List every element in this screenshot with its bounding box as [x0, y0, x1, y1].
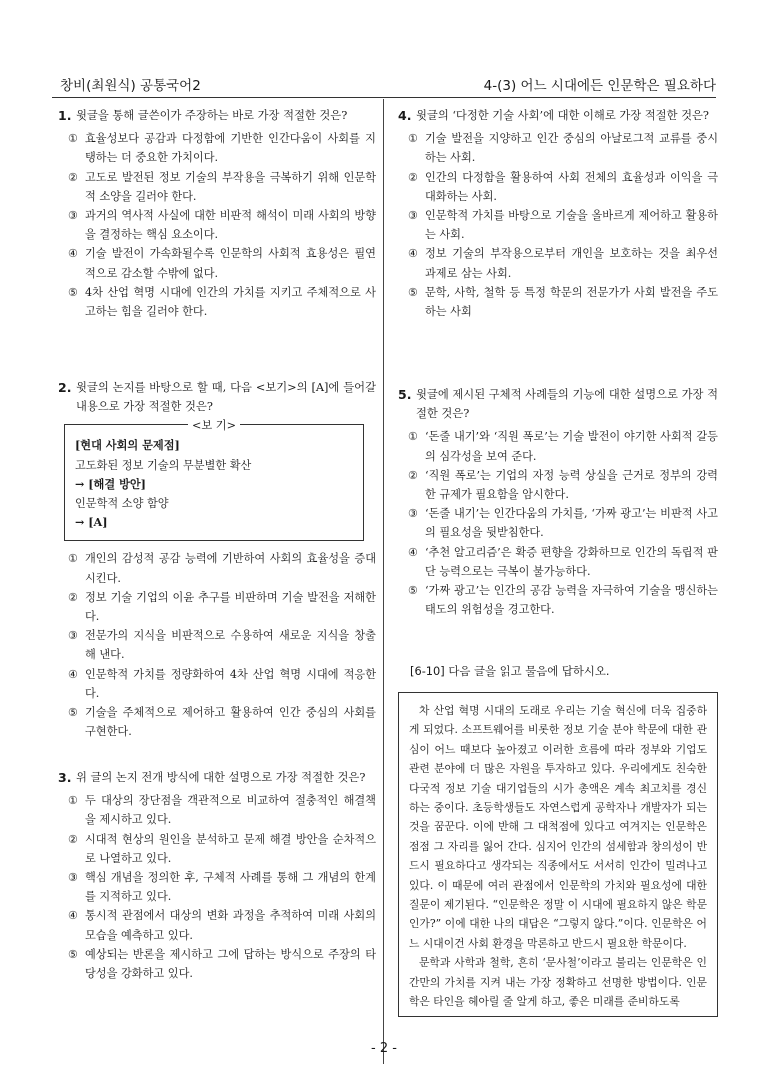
- page-number: - 2 -: [371, 1041, 397, 1056]
- passage-paragraph: 차 산업 혁명 시대의 도래로 우리는 기술 혁신에 더욱 집중하게 되었다. 소프트웨어를 비롯한 정보 기술 분야 학문에 대한 관심이 어느 때보다 높아졌고 이러한 흐름에 따라 정부와 기업도 관련 분야에 더 많은 자원을 투자하고 있다. 우리에게도 친숙한 다국적 정보 기술 대기업들의 시가 총액은 계속 최고치를 경신하는 중이다. 초등학생들도 자연스럽게 공학자나 개발자가 되는 것을 꿈꾼다. 이에 반해 그 대척점에 있다고 여겨지는 인문학은 점점 그 자리를 잃어 간다. 심지어 인간의 섬세함과 창의성이 반드시 필요하다고 생각되는 직종에서도 서서히 인간이 밀려나고 있다. 이 때문에 여러 관점에서 인문학의 가치와 필요성에 대한 질문이 제기된다. “인문학은 정말 이 시대에 필요하지 않은 학문인가?” 이에 대한 나의 대답은 “그렇지 않다.”이다. 인문학은 어느 시대이건 사회 환경을 막론하고 반드시 필요한 학문이다.: [409, 704, 707, 950]
- passage-instruction: [6-10] 다음 글을 읽고 물음에 답하시오.: [410, 664, 610, 678]
- box-line: 고도화된 정보 기술의 무분별한 확산: [75, 458, 252, 472]
- option-3[interactable]: ③ 핵심 개념을 정의한 후, 구체적 사례를 통해 그 개념의 한계를 지적하고 있다.: [68, 871, 376, 904]
- box-line: → [해결 방안]: [75, 476, 146, 491]
- option-3[interactable]: ③ 전문가의 지식을 비판적으로 수용하여 새로운 지식을 창출해 낸다.: [68, 629, 376, 662]
- question-text: 윗글의 ‘다정한 기술 사회’에 대한 이해로 가장 적절한 것은?: [416, 109, 709, 122]
- option-4[interactable]: ④ 통시적 관점에서 대상의 변화 과정을 추적하여 미래 사회의 모습을 예측하고 있다.: [68, 909, 376, 942]
- box-line: 인문학적 소양 함양: [75, 497, 169, 511]
- passage-paragraph: 문학과 사학과 철학, 흔히 ‘문사철’이라고 불리는 인문학은 인간만의 가치를 지켜 내는 가장 정확하고 선명한 방법이다. 인문학은 타인을 헤아릴 줄 알게 하고, 좋은 미래를 준비하도록: [409, 956, 707, 1009]
- option-1[interactable]: ① ‘돈줄 내기’와 ‘직원 폭로’는 기술 발전이 야기한 사회적 갈등의 심각성을 보여 준다.: [408, 430, 718, 463]
- option-1[interactable]: ① 개인의 감성적 공감 능력에 기반하여 사회의 효율성을 증대시킨다.: [68, 552, 376, 585]
- question-text: 윗글의 논지를 바탕으로 할 때, 다음 <보기>의 [A]에 들어갈 내용으로 가장 적절한 것은?: [76, 381, 376, 414]
- unit-title: 4-(3) 어느 시대에든 인문학은 필요하다: [483, 78, 716, 94]
- question-3: [58, 768, 376, 983]
- example-box: [64, 419, 364, 541]
- option-5[interactable]: ⑤ 문학, 사학, 철학 등 특정 학문의 전문가가 사회 발전을 주도하는 사회: [408, 285, 718, 319]
- option-3[interactable]: ③ 과거의 역사적 사실에 대한 비판적 해석이 미래 사회의 방향을 결정하는 핵심 요소이다.: [68, 209, 376, 242]
- question-1: [58, 106, 376, 321]
- option-2[interactable]: ② 고도로 발전된 정보 기술의 부작용을 극복하기 위해 인문학적 소양을 길러야 한다.: [68, 170, 376, 203]
- option-3[interactable]: ③ ‘돈줄 내기’는 인간다움의 가치를, ‘가짜 광고’는 비판적 사고의 필요성을 뒷받침한다.: [408, 507, 718, 540]
- reading-passage: [398, 692, 718, 1017]
- option-5[interactable]: ⑤ 예상되는 반론을 제시하고 그에 답하는 방식으로 주장의 타당성을 강화하고 있다.: [68, 947, 376, 981]
- option-5[interactable]: ⑤ 4차 산업 혁명 시대에 인간의 가치를 지키고 주체적으로 사고하는 힘을 길러야 한다.: [68, 285, 376, 319]
- question-number: 2.: [58, 380, 72, 395]
- option-4[interactable]: ④ 기술 발전이 가속화될수록 인문학의 사회적 효용성은 필연적으로 감소할 수밖에 없다.: [68, 247, 376, 280]
- column-divider: [383, 99, 384, 1064]
- question-text: 윗글에 제시된 구체적 사례들의 기능에 대한 설명으로 가장 적절한 것은?: [416, 388, 718, 421]
- question-5: [398, 385, 718, 619]
- box-line: → [A]: [75, 515, 108, 530]
- option-1[interactable]: ① 두 대상의 장단점을 객관적으로 비교하여 절충적인 해결책을 제시하고 있다.: [68, 794, 376, 827]
- question-number: 3.: [58, 770, 72, 785]
- option-3[interactable]: ③ 인문학적 가치를 바탕으로 기술을 올바르게 제어하고 활용하는 사회.: [408, 209, 718, 242]
- option-4[interactable]: ④ 인문학적 가치를 정량화하여 4차 산업 혁명 시대에 적응한다.: [68, 667, 376, 700]
- question-number: 5.: [398, 387, 412, 402]
- question-text: 위 글의 논지 전개 방식에 대한 설명으로 가장 적절한 것은?: [76, 771, 366, 784]
- option-5[interactable]: ⑤ ‘가짜 광고’는 인간의 공감 능력을 자극하여 기술을 맹신하는 태도의 위험성을 경고한다.: [408, 584, 718, 617]
- question-number: 4.: [398, 108, 412, 123]
- option-1[interactable]: ① 기술 발전을 지양하고 인간 중심의 아날로그적 교류를 중시하는 사회.: [408, 132, 718, 165]
- textbook-title: 창비(최원식) 공통국어2: [60, 78, 201, 94]
- header-rule: [52, 97, 716, 98]
- option-2[interactable]: ② 정보 기술 기업의 이윤 추구를 비판하며 기술 발전을 저해한다.: [68, 590, 376, 624]
- option-1[interactable]: ① 효율성보다 공감과 다정함에 기반한 인간다움이 사회를 지탱하는 더 중요한 가치이다.: [68, 132, 376, 165]
- option-2[interactable]: ② 시대적 현상의 원인을 분석하고 문제 해결 방안을 순차적으로 나열하고 있다.: [68, 832, 376, 865]
- question-2: [58, 378, 376, 741]
- option-4[interactable]: ④ ‘추천 알고리즘’은 확증 편향을 강화하므로 인간의 독립적 판단 능력으로는 극복이 불가능하다.: [408, 545, 718, 578]
- option-4[interactable]: ④ 정보 기술의 부작용으로부터 개인을 보호하는 것을 최우선 과제로 삼는 사회.: [408, 247, 718, 280]
- option-2[interactable]: ② ‘직원 폭로’는 기업의 자정 능력 상실을 근거로 정부의 강력한 규제가 필요함을 암시한다.: [408, 468, 718, 502]
- question-text: 윗글을 통해 글쓴이가 주장하는 바로 가장 적절한 것은?: [76, 109, 348, 122]
- box-line: [현대 사회의 문제점]: [75, 438, 180, 453]
- question-number: 1.: [58, 108, 72, 123]
- example-box-title: <보 기>: [188, 419, 240, 432]
- question-4: [398, 106, 718, 321]
- option-2[interactable]: ② 인간의 다정함을 활용하여 사회 전체의 효율성과 이익을 극대화하는 사회.: [408, 170, 718, 203]
- page-header: [60, 74, 716, 96]
- option-5[interactable]: ⑤ 기술을 주체적으로 제어하고 활용하여 인간 중심의 사회를 구현한다.: [68, 706, 376, 739]
